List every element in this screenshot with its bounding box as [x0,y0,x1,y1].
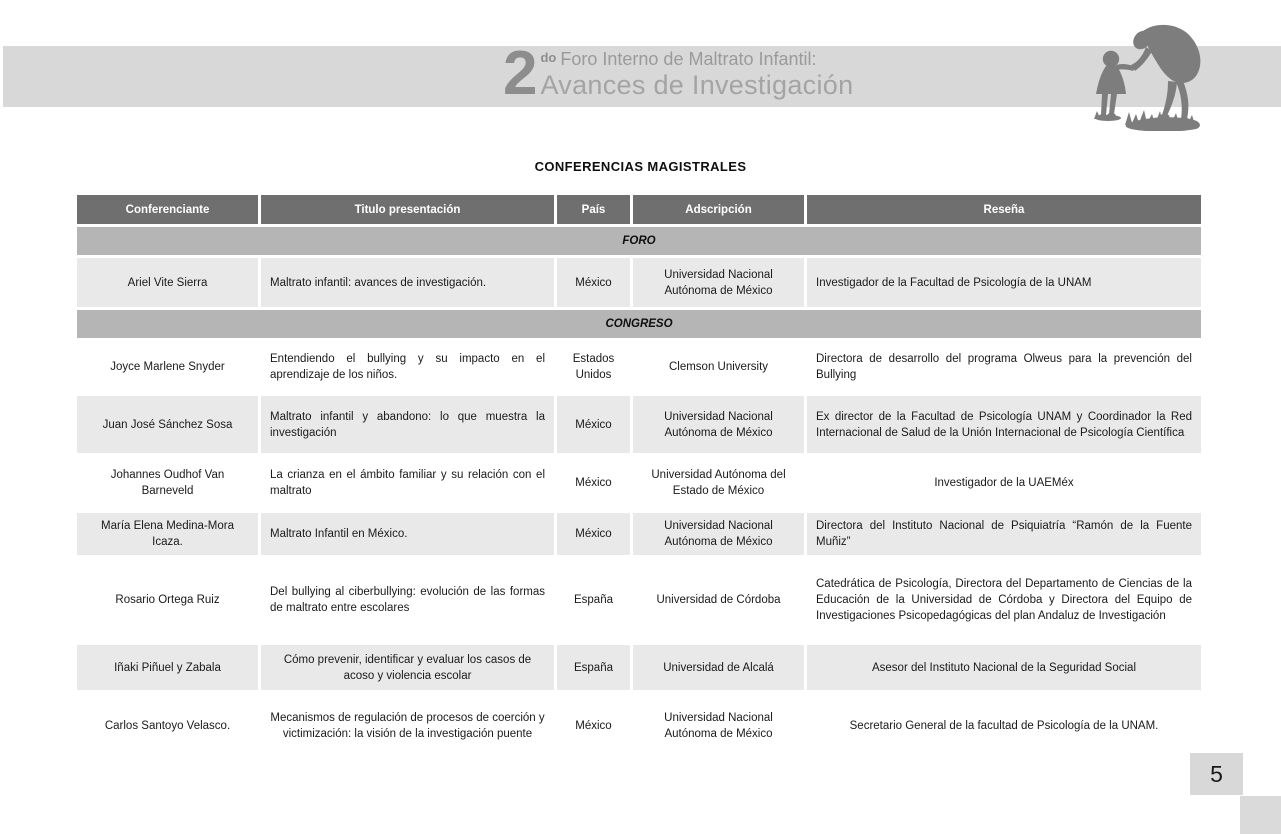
section-label: CONGRESO [77,310,1201,338]
affiliation-cell: Universidad Autónoma del Estado de México [633,456,804,510]
bio-cell: Catedrática de Psicología, Directora del Departamento de Ciencias de la Educación de la Universidad de Córdoba y Directora del Equipo de Investigaciones Psicopedagógicas del plan Andaluz de Investigación [807,558,1201,642]
title-cell: La crianza en el ámbito familiar y su relación con el maltrato [261,456,554,510]
title-cell: Maltrato infantil: avances de investigación. [261,258,554,307]
country-cell: México [557,258,630,307]
conference-row [77,645,1201,690]
section-row [77,310,1201,338]
affiliation-cell: Universidad Nacional Autónoma de México [633,258,804,307]
affiliation-cell: Universidad de Córdoba [633,558,804,642]
title-cell: Del bullying al ciberbullying: evolución de las formas de maltrato entre escolares [261,558,554,642]
section-row [77,227,1201,255]
forum-title [503,39,854,108]
country-cell: España [557,645,630,690]
corner-decoration [1240,796,1281,834]
column-header: Reseña [807,195,1201,224]
affiliation-cell: Clemson University [633,341,804,393]
conference-row [77,258,1201,307]
affiliation-cell: Universidad Nacional Autónoma de México [633,693,804,759]
mother-child-silhouette-illustration [1083,3,1205,131]
conference-table [74,192,1204,762]
column-header: Adscripción [633,195,804,224]
title-cell: Mecanismos de regulación de procesos de coerción y victimización: la visión de la investigación puente [261,693,554,759]
table-header-row [77,195,1201,224]
conference-row [77,513,1201,555]
bio-cell: Directora de desarrollo del programa Olweus para la prevención del Bullying [807,341,1201,393]
affiliation-cell: Universidad Nacional Autónoma de México [633,513,804,555]
speaker-cell: Johannes Oudhof Van Barneveld [77,456,258,510]
forum-title-text: Foro Interno de Maltrato Infantil: [560,49,817,69]
speaker-cell: Iñaki Piñuel y Zabala [77,645,258,690]
bio-cell: Secretario General de la facultad de Psicología de la UNAM. [807,693,1201,759]
page-title: CONFERENCIAS MAGISTRALES [534,159,747,174]
country-cell: México [557,456,630,510]
speaker-cell: Rosario Ortega Ruiz [77,558,258,642]
conference-row [77,456,1201,510]
speaker-cell: Juan José Sánchez Sosa [77,396,258,453]
page-number: 5 [1210,760,1223,787]
title-cell: Maltrato Infantil en México. [261,513,554,555]
bio-cell: Directora del Instituto Nacional de Psiquiatría “Ramón de la Fuente Muñiz” [807,513,1201,555]
speaker-cell: Ariel Vite Sierra [77,258,258,307]
title-cell: Maltrato infantil y abandono: lo que muestra la investigación [261,396,554,453]
conference-row [77,396,1201,453]
forum-title-line1 [540,48,853,72]
speaker-cell: María Elena Medina-Mora Icaza. [77,513,258,555]
bio-cell: Ex director de la Facultad de Psicología UNAM y Coordinador la Red Internacional de Salud de la Unión Internacional de Psicología Científica [807,396,1201,453]
forum-subtitle: Avances de Investigación [540,70,854,100]
country-cell: México [557,693,630,759]
affiliation-cell: Universidad Nacional Autónoma de México [633,396,804,453]
country-cell: México [557,396,630,453]
title-cell: Entendiendo el bullying y su impacto en el aprendizaje de los niños. [261,341,554,393]
page-number-badge [1190,753,1243,795]
mother-child-silhouette-icon [1083,3,1205,131]
conference-table-body [77,227,1201,759]
bio-cell: Asesor del Instituto Nacional de la Seguridad Social [807,645,1201,690]
column-header: Conferenciante [77,195,258,224]
forum-title-lines [540,48,853,99]
speaker-cell: Carlos Santoyo Velasco. [77,693,258,759]
section-label: FORO [77,227,1201,255]
country-cell: México [557,513,630,555]
affiliation-cell: Universidad de Alcalá [633,645,804,690]
conference-row [77,341,1201,393]
column-header: País [557,195,630,224]
forum-ordinal: do [540,50,557,65]
country-cell: Estados Unidos [557,341,630,393]
country-cell: España [557,558,630,642]
speaker-cell: Joyce Marlene Snyder [77,341,258,393]
column-header: Titulo presentación [261,195,554,224]
bio-cell: Investigador de la UAEMéx [807,456,1201,510]
conference-row [77,693,1201,759]
forum-numeral: 2 [503,39,536,108]
conference-row [77,558,1201,642]
title-cell: Cómo prevenir, identificar y evaluar los casos de acoso y violencia escolar [261,645,554,690]
bio-cell: Investigador de la Facultad de Psicología de la UNAM [807,258,1201,307]
